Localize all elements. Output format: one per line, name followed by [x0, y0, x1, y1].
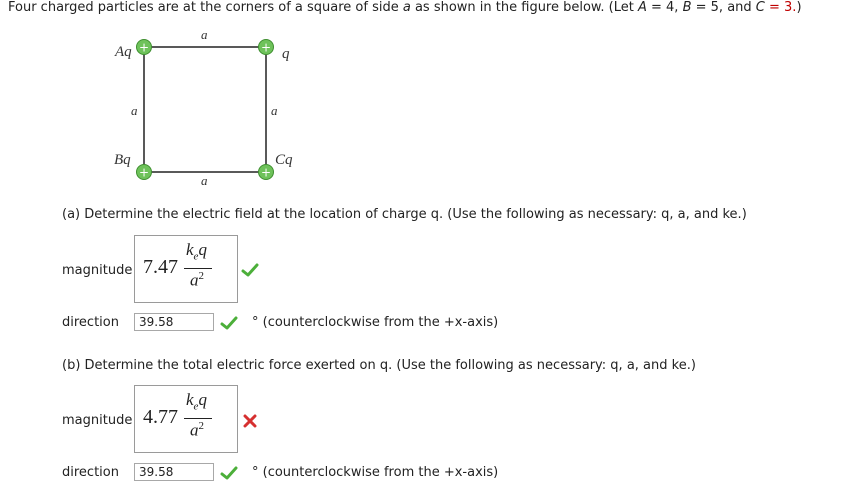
label-side-right: a [271, 103, 278, 118]
part-a-magnitude-answer[interactable] [134, 235, 238, 303]
label-top-right-charge: q [282, 46, 290, 62]
label-top-left-charge: Aq [115, 44, 132, 60]
part-b-magnitude-label: magnitude [62, 413, 133, 428]
problem-middle: as shown in the figure below. (Let [410, 0, 638, 15]
part-a-numerator: $k_eq$ [186, 240, 207, 263]
charge-sign-tr: + [260, 40, 272, 55]
part-a-magnitude-value: 7.47 [143, 256, 178, 278]
part-a-direction-input[interactable]: 39.58 [134, 313, 214, 331]
label-bottom-left-charge: Bq [114, 152, 131, 168]
charge-sign-tl: + [138, 40, 150, 55]
label-side-left: a [131, 103, 138, 118]
part-b-question: (b) Determine the total electric force exerted on q. (Use the following as necessary: q, a, and ke.) [62, 358, 696, 373]
part-b-fraction [181, 390, 215, 446]
problem-prefix: Four charged particles are at the corners of a square of side [8, 0, 403, 15]
part-b-direction-label: direction [62, 465, 119, 480]
part-a-question: (a) Determine the electric field at the location of charge q. (Use the following as necessary: q, a, and ke.) [62, 207, 747, 222]
part-a-direction-check-icon [220, 315, 238, 331]
part-b-numerator: $k_eq$ [186, 390, 207, 413]
part-a-direction-label: direction [62, 315, 119, 330]
label-side-bottom: a [201, 173, 208, 188]
problem-b-value: = 5, and [691, 0, 756, 15]
problem-statement [8, 0, 802, 15]
charge-top-left [137, 40, 152, 55]
part-b-magnitude-value: 4.77 [143, 406, 178, 428]
part-b-magnitude-cross-icon [242, 413, 258, 429]
part-b-denominator: $a^2$ [190, 420, 204, 440]
part-a-magnitude-label: magnitude [62, 263, 133, 278]
charge-sign-br: + [260, 165, 272, 180]
part-b-magnitude-answer[interactable] [134, 385, 238, 453]
charge-top-right [259, 40, 274, 55]
part-b-direction-check-icon [220, 465, 238, 481]
part-a-magnitude-check-icon [241, 262, 259, 278]
part-b-direction-input[interactable]: 39.58 [134, 463, 214, 481]
square-figure [100, 27, 320, 190]
part-b-direction-unit: ° (counterclockwise from the +x-axis) [252, 465, 499, 480]
problem-side-var: a [402, 0, 411, 15]
problem-suffix: ) [796, 0, 802, 15]
charge-bottom-left [137, 165, 152, 180]
label-bottom-right-charge: Cq [275, 152, 293, 168]
part-a-denominator: $a^2$ [190, 270, 204, 290]
fraction-bar [184, 268, 212, 269]
problem-c-value: = 3. [764, 0, 797, 15]
problem-a-value: = 4, [646, 0, 683, 15]
problem-b-label: B [682, 0, 692, 15]
problem-a-label: A [637, 0, 647, 15]
part-a-direction-unit: ° (counterclockwise from the +x-axis) [252, 315, 499, 330]
square-outline [144, 47, 266, 172]
part-a-fraction [181, 240, 215, 296]
label-side-top: a [201, 27, 208, 42]
problem-c-label: C [755, 0, 765, 15]
charge-sign-bl: + [138, 165, 150, 180]
fraction-bar [184, 418, 212, 419]
charge-bottom-right [259, 165, 274, 180]
